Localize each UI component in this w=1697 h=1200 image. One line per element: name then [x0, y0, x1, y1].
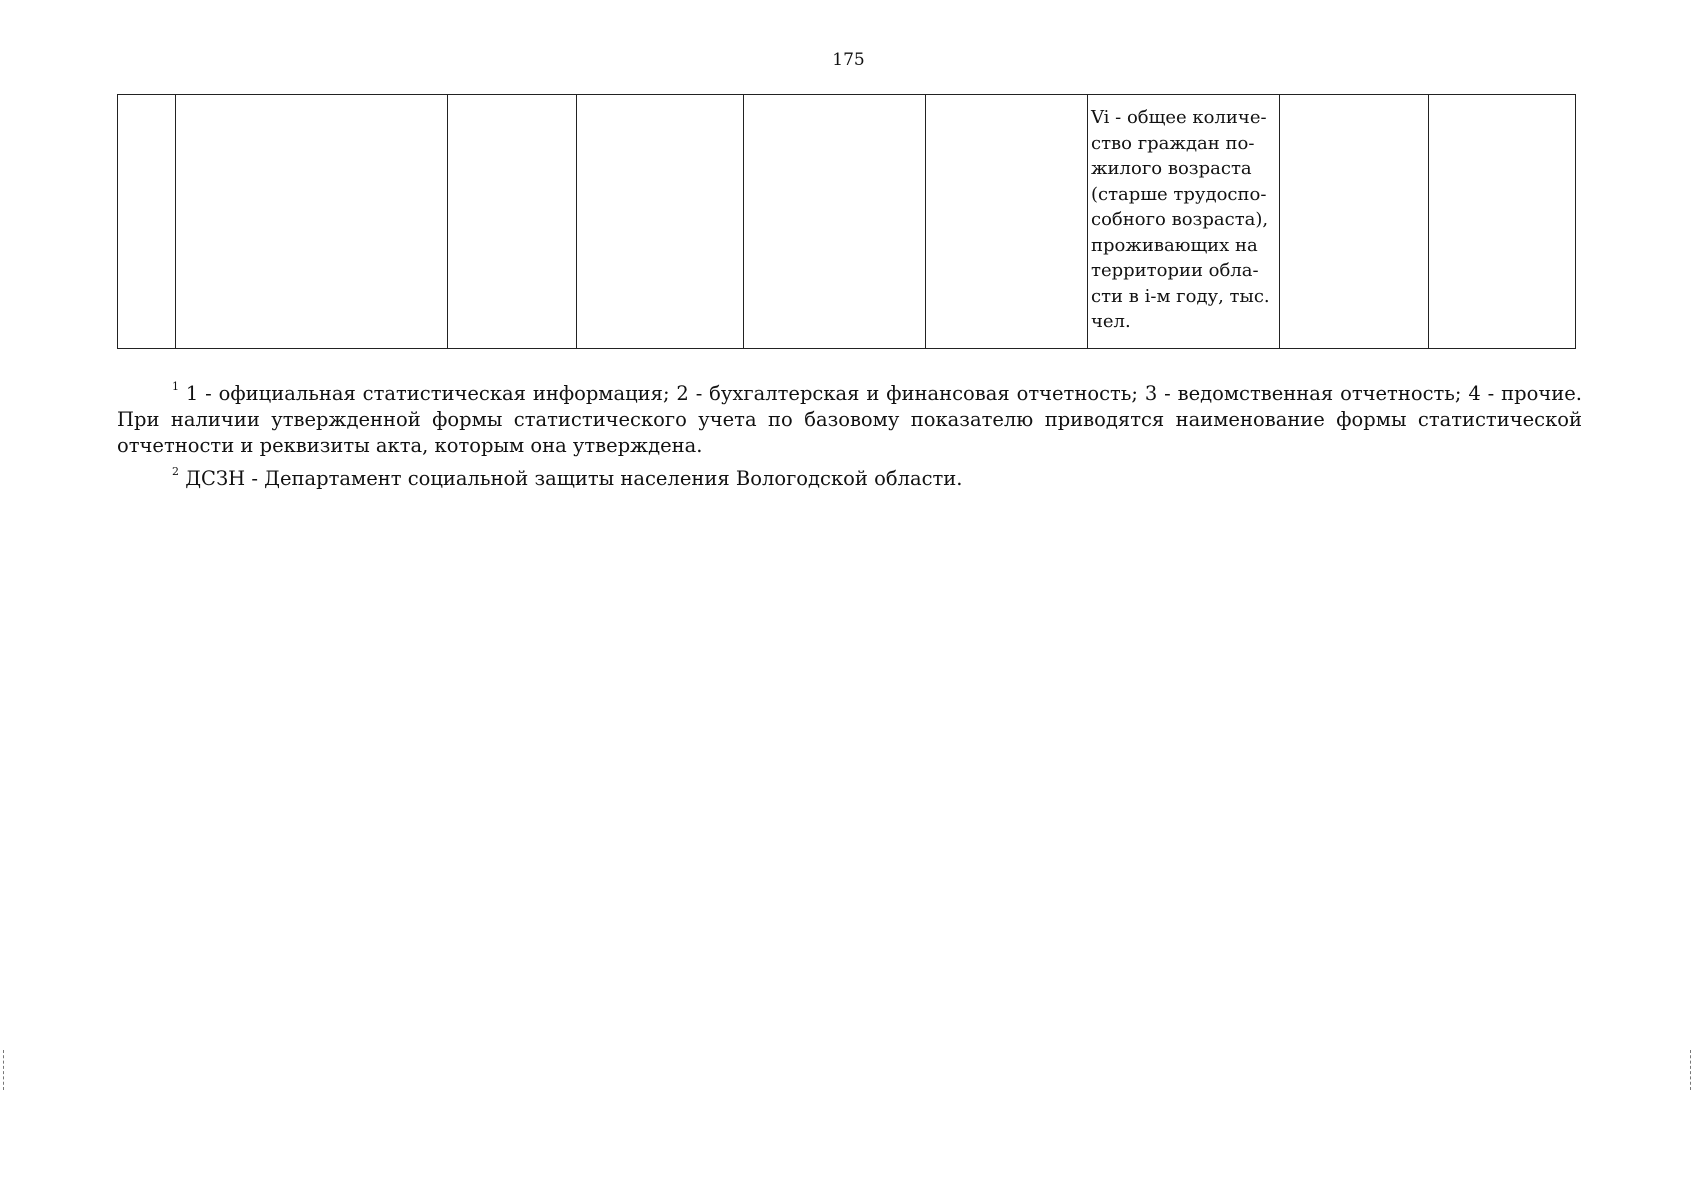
- table-cell: [176, 95, 448, 349]
- table-cell: [577, 95, 744, 349]
- footnote-text: ДСЗН - Департамент социальной защиты населения Вологодской области.: [185, 467, 963, 490]
- formula-description: Vi - общее количе-ство граждан по-жилого возраста (старше трудоспо-собного возраста), проживающих на территории обла-сти в i-м году, тыс. чел.: [1091, 107, 1270, 332]
- footnotes: [117, 374, 1582, 492]
- footnote-mark: 1: [172, 380, 179, 393]
- table-cell: [1088, 95, 1280, 349]
- table-cell: [448, 95, 577, 349]
- footnote-mark: 2: [172, 465, 179, 478]
- table-cell: [926, 95, 1088, 349]
- footnote-2: [117, 459, 1582, 492]
- scan-margin-mark: [3, 1050, 7, 1090]
- footnote-text: 1 - официальная статистическая информация; 2 - бухгалтерская и финансовая отчетность; 3 - ведомственная отчетность; 4 - прочие. При наличии утвержденной формы статистического учета по базовому показателю приводятся наименование формы статистической отчетности и реквизиты акта, которым она утверждена.: [117, 382, 1582, 457]
- table-cell: [744, 95, 926, 349]
- table-row: [118, 95, 1576, 349]
- page-number: 175: [832, 50, 865, 70]
- footnote-1: [117, 374, 1582, 459]
- scan-margin-mark: [1690, 1050, 1694, 1090]
- table-cell: [118, 95, 176, 349]
- table-cell: [1280, 95, 1429, 349]
- table-cell: [1429, 95, 1576, 349]
- indicator-table: [117, 94, 1576, 349]
